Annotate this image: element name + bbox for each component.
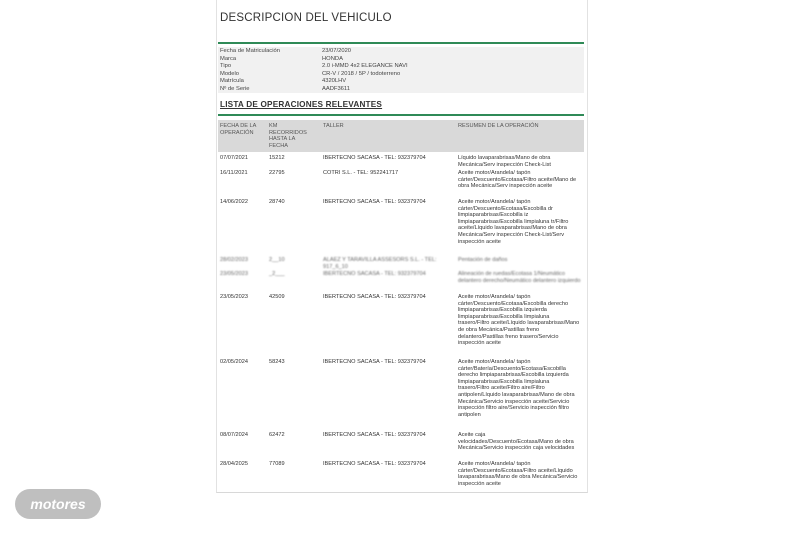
row-shop: IBERTECNO SACASA - TEL: 932379704 [323, 461, 426, 467]
row-date: 07/07/2021 [220, 155, 248, 161]
row-km: 2__10 [269, 257, 285, 263]
divider [218, 42, 584, 44]
row-date: 16/11/2021 [220, 170, 248, 176]
row-date: 02/05/2024 [220, 359, 248, 365]
row-date: 08/07/2024 [220, 432, 248, 438]
row-summary: Aceite motor/Arandela/ tapón cárter/Descuento/Ecotasa/Escobilla dr limpiaparabrisas/Escobilla iz limpiaparabrisas/Escobilla limpialuna tr/Filtro aceite/Líquido lavaparabrisas/Mano de obra Mecánica/Serv inspección Check-List/Serv inspección aceite [458, 199, 569, 245]
header-km: KM RECORRIDOS HASTA LA FECHA [269, 123, 307, 149]
vehicle-label: Modelo [220, 70, 240, 77]
row-summary: Aceite motor/Arandela/ tapón cárter/Batería/Descuento/Ecotasa/Escobilla derecho limpiaparabrisas/Escobilla izquierda limpiaparabrisas/Escobilla limpialuna trasero/Filtro aceite/Filtro aire/Filtro antipolen/Líquido lavaparabrisas/Mano de obra Mecánica/Servicio inspección aceite/Servicio inspección filtro aire/Servicio inspección filtro antipolen [458, 359, 575, 418]
vehicle-value: HONDA [322, 55, 343, 62]
row-km: 62472 [269, 432, 285, 438]
vehicle-value: AADF3611 [322, 86, 350, 92]
vehicle-label: Matrícula [220, 78, 244, 85]
vehicle-value: 4320LHV [322, 78, 347, 85]
row-km: 42509 [269, 294, 285, 300]
row-shop: IBERTECNO SACASA - TEL: 932379704 [323, 199, 426, 205]
header-summary: RESUMEN DE LA OPERACIÓN [458, 123, 539, 129]
row-date: 14/06/2022 [220, 199, 248, 205]
vehicle-value: 2.0 i-MMD 4x2 ELEGANCE NAVI [322, 63, 408, 70]
row-date: 28/02/2023 [220, 257, 248, 263]
operations-title: LISTA DE OPERACIONES RELEVANTES [220, 100, 383, 109]
row-shop: IBERTECNO SACASA - TEL: 932379704 [323, 155, 426, 161]
row-summary: Aceite motor/Arandela/ tapón cárter/Descuento/Ecotasa/Filtro aceite/Mano de obra Mecánica/Serv inspección aceite [458, 170, 577, 190]
vehicle-label: Fecha de Matriculación [220, 48, 280, 54]
vehicle-row [218, 63, 584, 71]
vehicle-row [218, 78, 584, 86]
row-shop: IBERTECNO SACASA - TEL: 932379704 [323, 271, 426, 277]
table-header [218, 120, 584, 152]
row-shop: IBERTECNO SACASA - TEL: 932379704 [323, 359, 426, 365]
divider [218, 114, 584, 116]
motores-watermark-logo [15, 489, 101, 519]
vehicle-label: Marca [220, 55, 237, 62]
vehicle-details [218, 47, 584, 93]
header-shop: TALLER [323, 123, 344, 129]
vehicle-value: CR-V / 2018 / 5P / todoterreno [322, 70, 401, 77]
row-shop: ALAEZ Y TARAVILLA ASSESORS S.L. - TEL: 917_6_10 [323, 257, 437, 270]
row-date: 28/04/2025 [220, 461, 248, 467]
page-title: DESCRIPCION DEL VEHICULO [220, 12, 392, 24]
row-km: 15212 [269, 155, 285, 161]
row-summary: Pentación de daños [458, 257, 508, 263]
row-summary: Aceite motor/Arandela/ tapón cárter/Descuento/Ecotasa/Filtro aceite/Líquido lavaparabrisas/Mano de obra Mecánica/Servicio inspección aceite [458, 461, 578, 487]
row-shop: IBERTECNO SACASA - TEL: 932379704 [323, 294, 426, 300]
row-km: 58243 [269, 359, 285, 365]
header-date: FECHA DE LA OPERACIÓN [220, 123, 257, 136]
row-summary: Alineación de ruedas/Ecotasa 1/Neumático delantero derecho/Neumático delantero izquierdo [458, 271, 581, 284]
row-km: 22795 [269, 170, 285, 176]
row-km: _2___ [269, 271, 285, 277]
row-shop: IBERTECNO SACASA - TEL: 932379704 [323, 432, 426, 438]
vehicle-label: Nº de Serie [220, 86, 250, 92]
watermark-text: motores [30, 496, 86, 512]
vehicle-row [218, 48, 584, 56]
row-summary: Aceite caja velocidades/Descuento/Ecotasa/Mano de obra Mecánica/Servicio inspección caja velocidades [458, 432, 575, 452]
row-summary: Aceite motor/Arandela/ tapón cárter/Descuento/Ecotasa/Escobilla derecho limpiaparabrisas/Escobilla izquierda limpiaparabrisas/Escobilla limpialuna trasero/Filtro aceite/Líquido lavaparabrisas/Mano de obra Mecánica/Pastillas freno delantero/Pastillas freno trasero/Servicio inspección aceite [458, 294, 580, 347]
row-km: 28740 [269, 199, 285, 205]
row-date: 23/05/2023 [220, 294, 248, 300]
vehicle-row [218, 56, 584, 64]
vehicle-label: Tipo [220, 63, 232, 70]
row-shop: COTRI S.L. - TEL: 952241717 [323, 170, 399, 176]
row-date: 23/05/2023 [220, 271, 248, 277]
vehicle-row [218, 71, 584, 79]
row-km: 77089 [269, 461, 285, 467]
vehicle-value: 23/07/2020 [322, 48, 352, 54]
row-summary: Líquido lavaparabrisas/Mano de obra Mecánica/Serv inspección Check-List [458, 155, 551, 168]
vehicle-row [218, 86, 584, 94]
